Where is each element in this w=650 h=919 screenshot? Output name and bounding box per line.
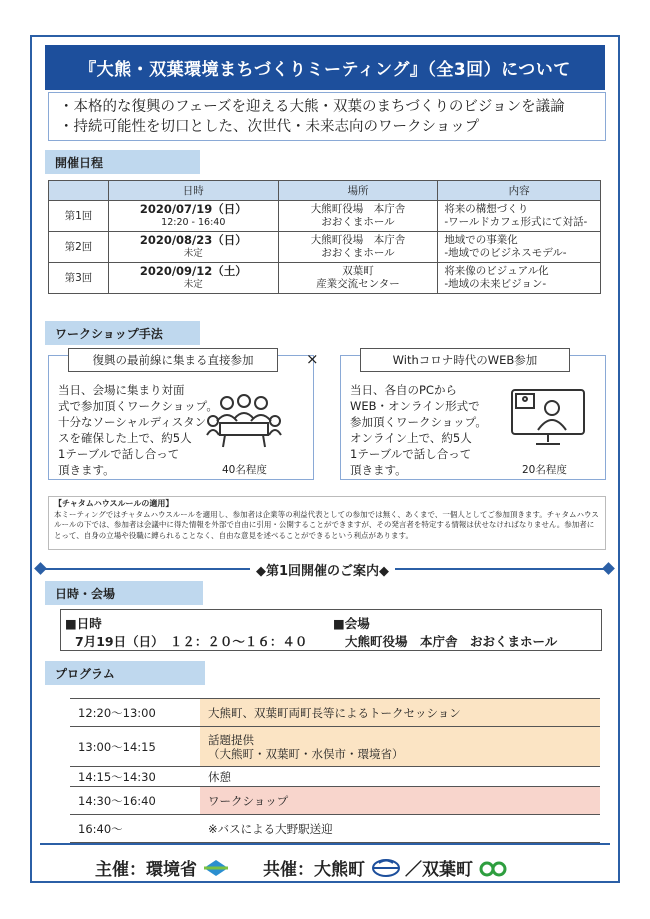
table-row (70, 727, 600, 767)
meeting-table-icon (205, 393, 283, 448)
table-row (70, 815, 600, 843)
web-text: 当日、各自のPCから WEB・オンライン形式で 参加頂くワークショップ。 オンライン上で、約5人 1テーブルで話し合って 頂きます。 (350, 383, 487, 477)
venue-label: 日時・会場 (45, 581, 203, 605)
session-date: 2020/07/19（日） 12:20 - 16:40 (108, 201, 278, 232)
table-row (49, 232, 601, 263)
place-heading: ■会場 (333, 616, 370, 631)
session-number: 第2回 (49, 232, 109, 263)
cohost2-text: ／双葉町 (405, 860, 473, 880)
session-number: 第3回 (49, 263, 109, 294)
times-symbol: × (306, 350, 319, 368)
program-item: ワークショップ (200, 787, 600, 815)
table-header: 内容 (438, 181, 601, 201)
session-place: 大熊町役場 本庁舎 おおくまホール (278, 232, 438, 263)
intro-box (48, 92, 606, 141)
table-row (70, 767, 600, 787)
web-title: Withコロナ時代のWEB参加 (360, 348, 570, 372)
program-time: 16:40～ (70, 815, 200, 843)
table-row (70, 699, 600, 727)
in-person-text: 当日、会場に集まり対面 式で参加頂くワークショップ。 十分なソーシャルディスタン スを確保した上で、約5人 1テーブルで話し合って 頂きます。 (58, 383, 218, 477)
session-date: 2020/09/12（土） 未定 (108, 263, 278, 294)
footer (95, 855, 507, 880)
host-text: 主催：環境省 (95, 860, 197, 880)
chatham-title: 【チャタムハウスルールの適用】 (54, 499, 174, 508)
okuma-logo-icon (371, 858, 401, 878)
session-place: 大熊町役場 本庁舎 おおくまホール (278, 201, 438, 232)
web-count: 20名程度 (522, 464, 567, 476)
date-heading: ■日時 (65, 616, 102, 631)
program-item: 大熊町、双葉町両町長等によるトークセッション (200, 699, 600, 727)
session-date: 2020/08/23（日） 未定 (108, 232, 278, 263)
chatham-text: 本ミーティングではチャタムハウスルールを適用し、参加者は企業等の利益代表としての参加では無く、あくまで、一個人としてご参加頂きます。チャタムハウスルールの下では、参加者は会議中に得た情報を外部で自由に引用・公開することができますが、その発言者を特定する情報は伏せなければなりません。参加者にとって、自身の立場や役職に縛られることなく、自由な意見を述べることができるという利点があります。 (54, 509, 599, 540)
table-header: 日時 (108, 181, 278, 201)
footer-divider (40, 843, 610, 845)
page-title: 『大熊・双葉環境まちづくりミーティング』（全3回）について (45, 45, 605, 90)
program-table (70, 698, 600, 843)
program-item: 休憩 (200, 767, 600, 787)
program-label: プログラム (45, 661, 205, 685)
program-time: 14:15～14:30 (70, 767, 200, 787)
table-row (70, 787, 600, 815)
workshop-label: ワークショップ手法 (45, 321, 200, 345)
schedule-label: 開催日程 (45, 150, 200, 174)
ministry-logo-icon (203, 859, 229, 877)
session-content: 地域での事業化 -地域でのビジネスモデル- (438, 232, 601, 263)
program-item: ※バスによる大野駅送迎 (200, 815, 600, 843)
session-number: 第1回 (49, 201, 109, 232)
in-person-count: 40名程度 (222, 464, 267, 476)
in-person-title: 復興の最前線に集まる直接参加 (68, 348, 278, 372)
date-value: 7月19日（日） １２：２０～１６：４０ (75, 634, 308, 649)
cohost-text: 共催：大熊町 (263, 860, 365, 880)
place-value: 大熊町役場 本庁舎 おおくまホール (345, 634, 558, 649)
schedule-table (48, 180, 601, 294)
session-content: 将来の構想づくり -ワールドカフェ形式にて対話- (438, 201, 601, 232)
intro-line: ・本格的な復興のフェーズを迎える大熊・双葉のまちづくりのビジョンを議論 (59, 99, 565, 115)
futaba-logo-icon (479, 858, 507, 878)
session-place: 双葉町 産業交流センター (278, 263, 438, 294)
program-time: 14:30～16:40 (70, 787, 200, 815)
intro-line: ・持続可能性を切口とした、次世代・未来志向のワークショップ (59, 119, 480, 135)
program-time: 13:00～14:15 (70, 727, 200, 767)
program-time: 12:20～13:00 (70, 699, 200, 727)
table-row (49, 263, 601, 294)
table-header (49, 181, 109, 201)
venue-box (60, 609, 602, 651)
chatham-house-note (48, 496, 606, 550)
session-content: 将来像のビジュアル化 -地域の未来ビジョン- (438, 263, 601, 294)
video-call-icon (510, 388, 586, 448)
table-header: 場所 (278, 181, 438, 201)
first-meeting-heading: ◆第1回開催のご案内◆ (250, 560, 395, 579)
table-row (49, 201, 601, 232)
program-item: 話題提供 （大熊町・双葉町・水俣市・環境省） (200, 727, 600, 767)
